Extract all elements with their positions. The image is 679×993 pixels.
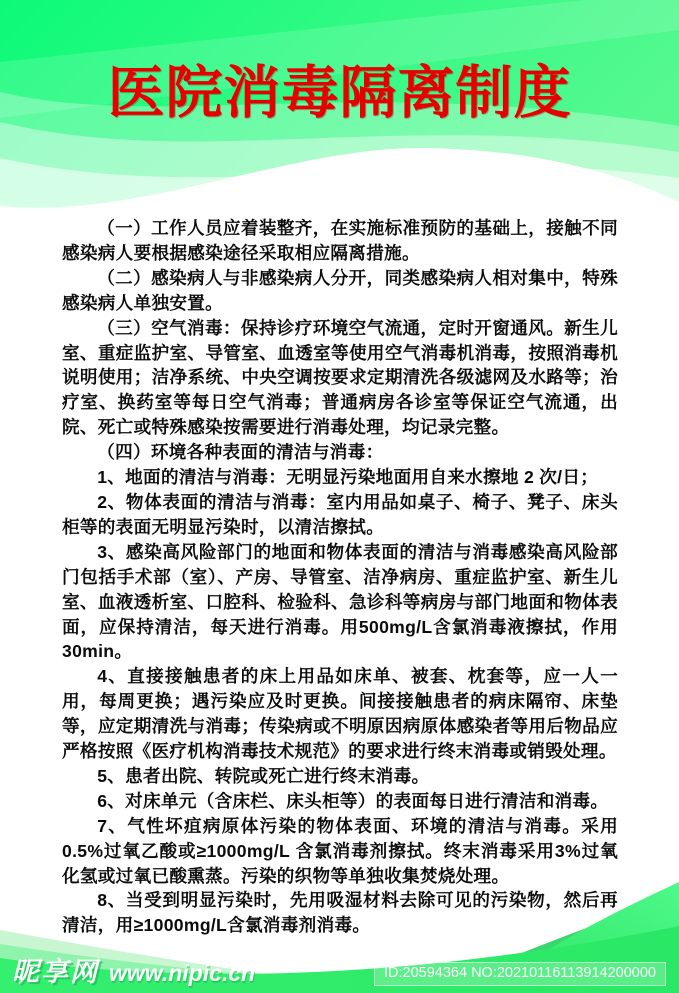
watermark — [12, 950, 255, 989]
policy-item-3: （三）空气消毒：保持诊疗环境空气流通，定时开窗通风。新生儿室、重症监护室、导管室、血透室等使用空气消毒机消毒，按照消毒机说明使用；洁净系统、中央空调按要求定期清洗各级滤网及水路等；治疗室、换药室等每日空气消毒；普通病房各诊室等保证空气流通，出院、死亡或特殊感染按需要进行消毒处理，均记录完整。 — [62, 317, 618, 438]
policy-item-4-3: 3、感染高风险部门的地面和物体表面的清洁与消毒感染高风险部门包括手术部（室）、产房、导管室、洁净病房、重症监护室、新生儿室、血液透析室、口腔科、检验科、急诊科等病房与部门地面和物体表面，应保持清洁，每天进行消毒。用500mg/L含氯消毒液擦拭，作用30min。 — [62, 541, 618, 662]
policy-item-4-1: 1、地面的清洁与消毒：无明显污染地面用自来水擦地 2 次/日； — [97, 467, 599, 488]
image-id-badge: ID:20594364 NO:20210116113914200000 — [374, 962, 666, 986]
policy-item-4-8: 8、当受到明显污染时，先用吸湿材料去除可见的污染物，然后再清洁，用≥1000mg/L含氯消毒剂消毒。 — [62, 890, 618, 936]
policy-item-4: （四）环境各种表面的清洁与消毒： — [97, 442, 384, 463]
policy-item-4-4: 4、直接接触患者的床上用品如床单、被套、枕套等，应一人一用，每周更换；遇污染应及时更换。间接接触患者的病床隔帘、床垫等，应定期清洗与消毒；传染病或不明原因病原体感染者等用后物品应严格按照《医疗机构消毒技术规范》的要求进行终末消毒或销毁处理。 — [62, 666, 618, 762]
policy-item-4-2: 2、物体表面的清洁与消毒：室内用品如桌子、椅子、凳子、床头柜等的表面无明显污染时，以清洁擦拭。 — [62, 491, 618, 537]
policy-item-4-5: 5、患者出院、转院或死亡进行终末消毒。 — [97, 765, 430, 786]
policy-text-block — [62, 216, 618, 938]
policy-item-4-6: 6、对床单元（含床栏、床头柜等）的表面每日进行清洁和消毒。 — [97, 790, 609, 811]
watermark-site-url: www.nipic.cn — [109, 960, 256, 986]
watermark-site-name: 昵享网 — [12, 957, 99, 987]
page-title: 医院消毒隔离制度 — [107, 62, 572, 125]
policy-item-2: （二）感染病人与非感染病人分开，同类感染病人相对集中，特殊感染病人单独安置。 — [62, 267, 618, 313]
policy-item-1: （一）工作人员应着装整齐，在实施标准预防的基础上，接触不同感染病人要根据感染途径采取相应隔离措施。 — [62, 218, 618, 263]
policy-item-4-7: 7、气性坏疽病原体污染的物体表面、环境的清洁与消毒。采用0.5%过氧乙酸或≥1000mg/L 含氯消毒剂擦拭。终末消毒采用3%过氧化氢或过氧已酸熏蒸。污染的织物等单独收集焚烧处理。 — [62, 815, 618, 886]
